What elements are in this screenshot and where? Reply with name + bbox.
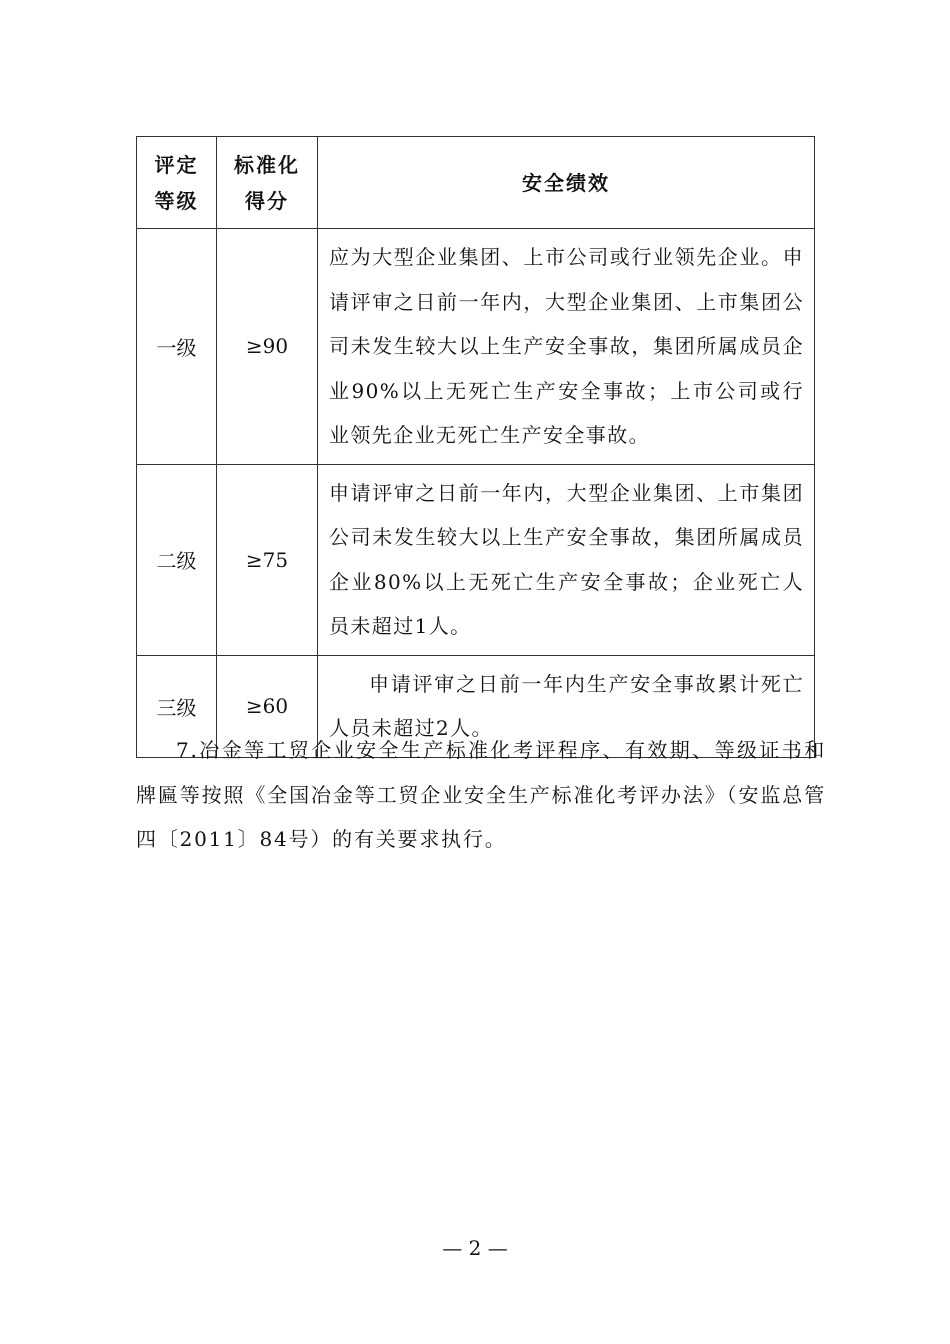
grade-cell: 一级: [137, 229, 217, 465]
table-header-row: [137, 137, 815, 229]
performance-cell: 申请评审之日前一年内，大型企业集团、上市集团公司未发生较大以上生产安全事故，集团所属成员企业80%以上无死亡生产安全事故；企业死亡人员未超过1人。: [318, 464, 815, 655]
header-score: [217, 137, 318, 229]
performance-cell: 应为大型企业集团、上市公司或行业领先企业。申请评审之日前一年内，大型企业集团、上市集团公司未发生较大以上生产安全事故，集团所属成员企业90%以上无死亡生产安全事故；上市公司或行业领先企业无死亡生产安全事故。: [318, 229, 815, 465]
header-grade-line-1: 评定: [154, 152, 199, 177]
score-cell: ≥75: [217, 464, 318, 655]
header-score-line-2: 得分: [245, 188, 289, 213]
table-row: [137, 464, 815, 655]
body-paragraph: 7.冶金等工贸企业安全生产标准化考评程序、有效期、等级证书和牌匾等按照《全国冶金等工贸企业安全生产标准化考评办法》（安监总管四〔2011〕84号）的有关要求执行。: [136, 738, 826, 851]
table-row: [137, 229, 815, 465]
header-performance: 安全绩效: [318, 137, 815, 229]
grade-standards-table: [136, 136, 815, 758]
page-number: — 2 —: [442, 1236, 508, 1260]
score-cell: ≥90: [217, 229, 318, 465]
header-score-line-1: 标准化: [234, 152, 300, 177]
header-grade: [137, 137, 217, 229]
performance-text: 申请评审之日前一年内生产安全事故累计死亡人员未超过2人。: [329, 671, 804, 740]
grade-cell: 二级: [137, 464, 217, 655]
score-cell: ≥60: [217, 655, 318, 757]
grade-cell: 三级: [137, 655, 217, 757]
header-grade-line-2: 等级: [154, 188, 199, 213]
